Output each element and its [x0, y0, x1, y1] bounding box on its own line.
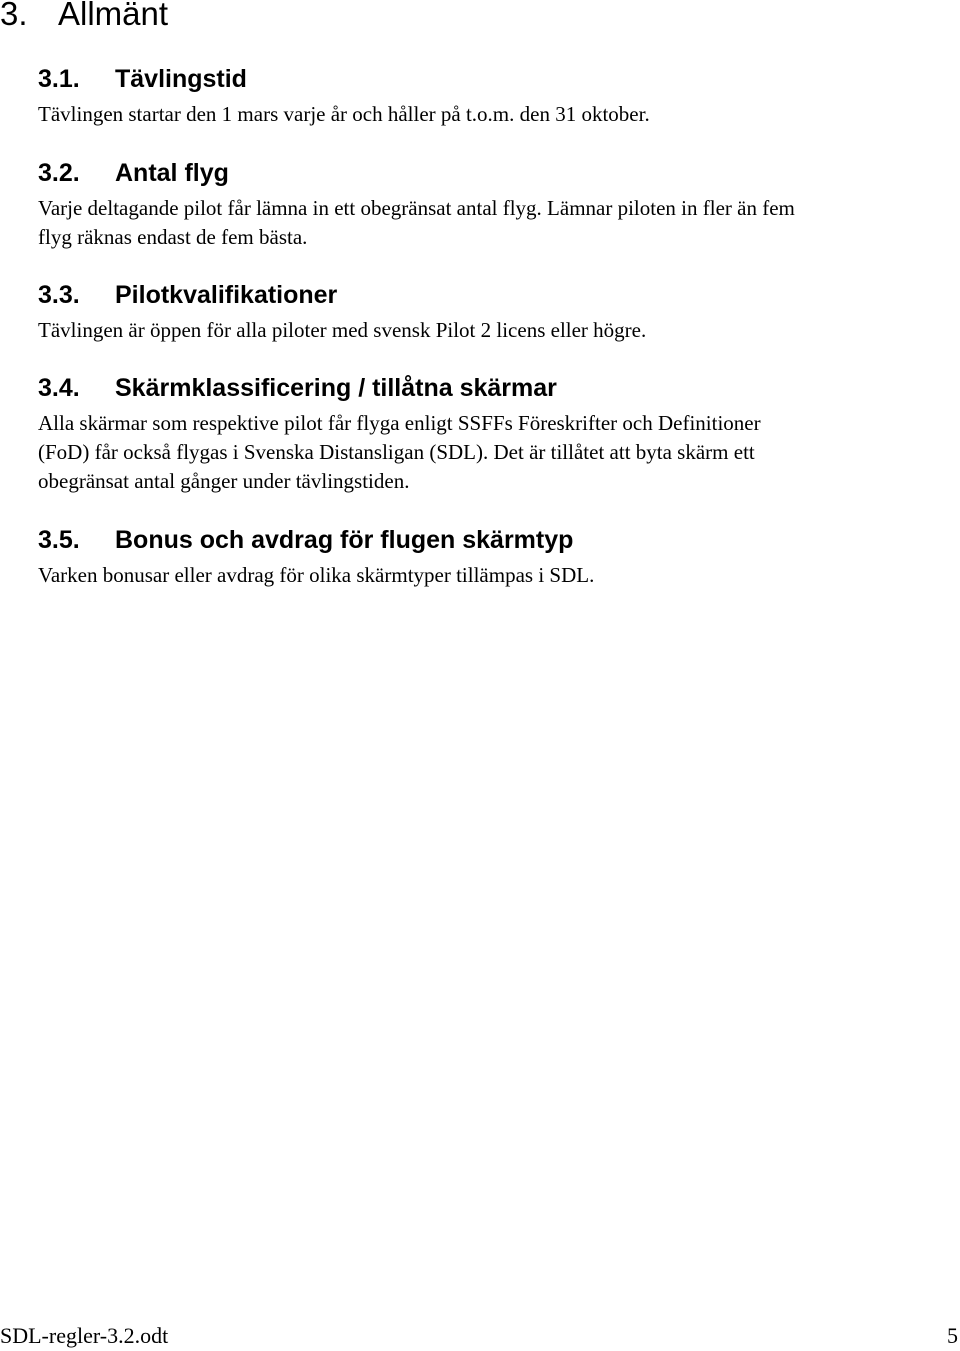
- section-3-4: [38, 373, 958, 496]
- section-3-1: [38, 64, 958, 129]
- section-title: Antal flyg: [115, 159, 229, 187]
- section-number: 3.4.: [38, 374, 80, 402]
- section-body: [38, 409, 958, 496]
- section-number: 3.2.: [38, 159, 80, 187]
- section-heading: [38, 373, 958, 403]
- section-number: 3.1.: [38, 65, 80, 93]
- section-title: Tävlingstid: [115, 65, 247, 93]
- section-3-3: [38, 280, 958, 345]
- section-3-2: [38, 158, 958, 252]
- footer-page-number: 5: [947, 1323, 958, 1348]
- section-title: Pilotkvalifikationer: [115, 281, 338, 309]
- section-title: Bonus och avdrag för flugen skärmtyp: [115, 526, 574, 554]
- section-body: [38, 194, 958, 252]
- section-number: 3.3.: [38, 281, 80, 309]
- section-title: Skärmklassificering / tillåtna skärmar: [115, 374, 557, 402]
- footer-filename: SDL-regler-3.2.odt: [0, 1323, 169, 1348]
- section-body: Varken bonusar eller avdrag för olika skärmtyper tillämpas i SDL.: [38, 563, 595, 587]
- body-line: Alla skärmar som respektive pilot får flyga enligt SSFFs Föreskrifter och Definitioner: [38, 411, 761, 435]
- chapter-number: 3.: [0, 0, 28, 32]
- section-heading: [38, 280, 958, 310]
- body-line: (FoD) får också flygas i Svenska Distansligan (SDL). Det är tillåtet att byta skärm ett: [38, 440, 755, 464]
- body-line: obegränsat antal gånger under tävlingstiden.: [38, 469, 410, 493]
- section-heading: [38, 158, 958, 188]
- section-body: Tävlingen startar den 1 mars varje år och håller på t.o.m. den 31 oktober.: [38, 102, 650, 126]
- section-heading: [38, 525, 958, 555]
- section-number: 3.5.: [38, 526, 80, 554]
- chapter-title: Allmänt: [58, 0, 169, 32]
- body-line: Varje deltagande pilot får lämna in ett obegränsat antal flyg. Lämnar piloten in fler än fem: [38, 196, 795, 220]
- chapter-heading: [0, 0, 168, 34]
- section-body: Tävlingen är öppen för alla piloter med svensk Pilot 2 licens eller högre.: [38, 318, 647, 342]
- section-3-5: [38, 525, 958, 590]
- body-line: flyg räknas endast de fem bästa.: [38, 225, 308, 249]
- section-heading: [38, 64, 958, 94]
